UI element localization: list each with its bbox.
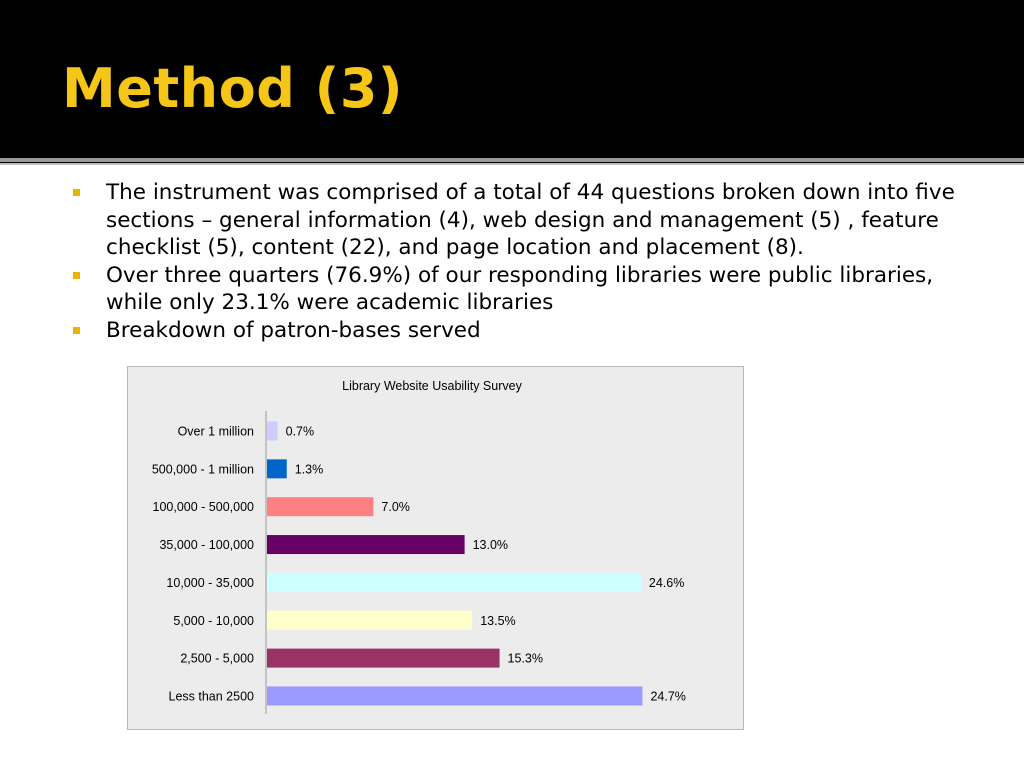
- bar-chart: [127, 366, 744, 730]
- value-label: 7.0%: [381, 500, 410, 515]
- title-bar: [0, 0, 1024, 158]
- bullet-list: [70, 179, 990, 344]
- bar: [267, 422, 278, 441]
- bullet-square-icon: [73, 272, 80, 279]
- value-label: 24.6%: [648, 575, 685, 590]
- bullet-text: The instrument was comprised of a total of 44 questions broken down into five sections – general information (4), web design and management (5) , feature checklist (5), content (22), and page location and placement (8).: [106, 180, 955, 260]
- category-label: 5,000 - 10,000: [173, 613, 254, 628]
- bar: [267, 649, 500, 668]
- value-label: 0.7%: [285, 424, 315, 439]
- bar: [267, 535, 465, 554]
- slide-content: [0, 165, 1024, 768]
- bullet-text: Breakdown of patron-bases served: [106, 317, 481, 343]
- bullet-item: [70, 179, 990, 262]
- chart-title: Library Website Usability Survey: [342, 379, 522, 393]
- value-label: 13.5%: [480, 613, 516, 628]
- category-label: 500,000 - 1 million: [151, 462, 254, 477]
- value-label: 15.3%: [507, 651, 544, 666]
- bullet-item: [70, 262, 990, 317]
- category-label: 100,000 - 500,000: [152, 500, 254, 515]
- bar: [267, 497, 373, 516]
- bar: [267, 459, 287, 478]
- bullet-square-icon: [73, 327, 80, 334]
- category-label: Over 1 million: [177, 424, 254, 439]
- bullet-item: [70, 317, 990, 345]
- title-divider: [0, 158, 1024, 162]
- category-label: 2,500 - 5,000: [180, 651, 254, 666]
- bar: [267, 573, 641, 592]
- chart-plot: [128, 367, 743, 729]
- category-label: 35,000 - 100,000: [159, 538, 254, 553]
- value-label: 13.0%: [472, 538, 509, 553]
- category-label: Less than 2500: [168, 689, 254, 704]
- value-label: 24.7%: [650, 689, 686, 704]
- bar: [267, 611, 472, 630]
- bar: [267, 686, 642, 705]
- bullet-square-icon: [73, 189, 80, 196]
- slide-title: Method (3): [62, 57, 404, 120]
- value-label: 1.3%: [294, 462, 324, 477]
- category-label: 10,000 - 35,000: [166, 575, 254, 590]
- bullet-text: Over three quarters (76.9%) of our responding libraries were public libraries, while only 23.1% were academic libraries: [106, 262, 934, 315]
